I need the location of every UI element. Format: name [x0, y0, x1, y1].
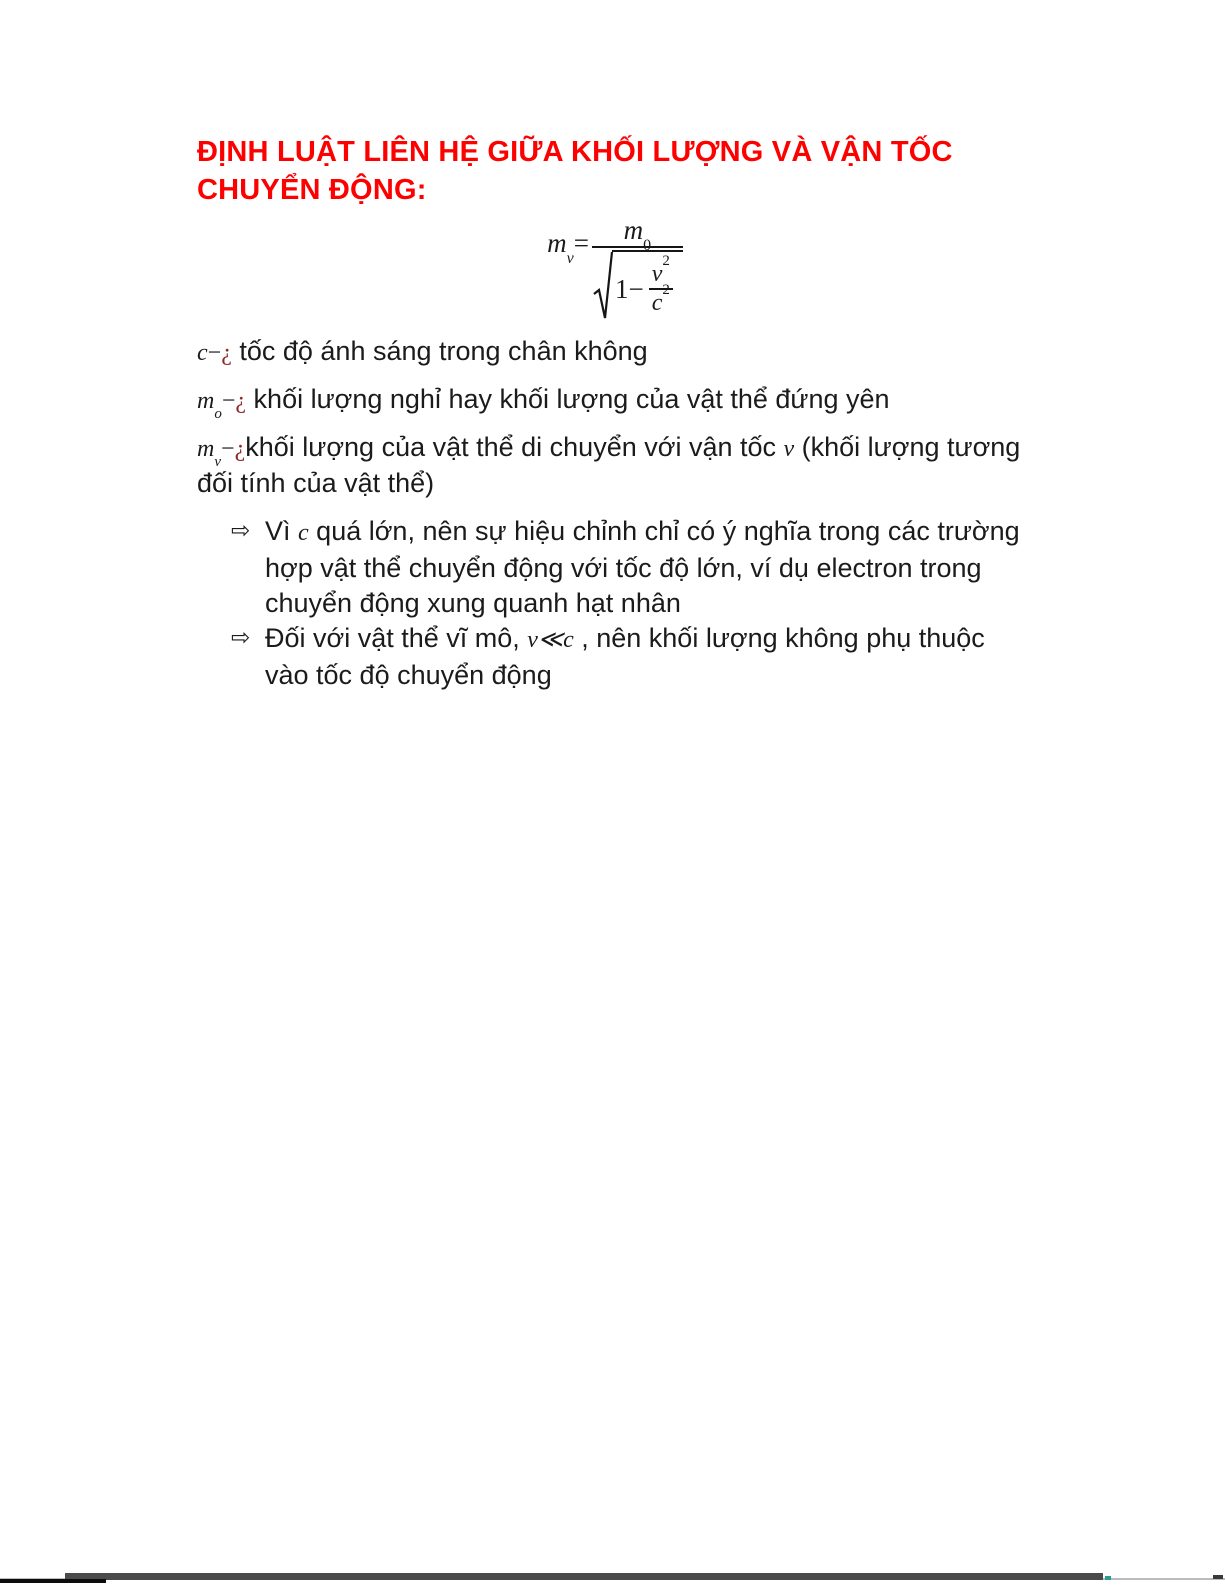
page-title: ĐỊNH LUẬT LIÊN HỆ GIỮA KHỐI LƯỢNG VÀ VẬN TỐC CHUYỂN ĐỘNG: [197, 136, 953, 206]
radical-sign-icon [592, 250, 614, 322]
formula-lhs-subscript: v [566, 250, 574, 268]
bullet-text-segment: Đối với vật thể vĩ mô, [265, 623, 528, 653]
inner-numerator-exponent: 2 [662, 252, 670, 269]
inline-math-c: c [298, 520, 309, 546]
definition-text: (khối lượng tương đối tính của vật thể) [197, 432, 1021, 498]
bullet-text-segment: , nên khối lượng không phụ thuộc vào tốc độ chuyển động [265, 623, 985, 690]
arrow-bullet-icon: ⇨ [231, 518, 251, 544]
minus-sign: − [221, 436, 235, 462]
symbol-m0 [197, 388, 222, 422]
symbol-mv-base: m [197, 436, 215, 462]
bullet-text [265, 514, 1033, 621]
inner-denominator-exponent: 2 [662, 281, 670, 298]
formula-block [197, 216, 1033, 322]
bullet-text-segment: Vì [265, 516, 299, 546]
definition-line-m0 [197, 382, 1033, 422]
bottom-edge-teal-dot [1105, 1576, 1111, 1580]
definition-text: khối lượng nghỉ hay khối lượng của vật thể đứng yên [246, 384, 890, 414]
symbol-mv [197, 436, 222, 470]
bottom-window-edge-bar [65, 1573, 1103, 1580]
document-content [197, 133, 1033, 693]
bullet-text [265, 621, 1033, 693]
symbol-c-base: c [197, 340, 208, 366]
formula-fraction [592, 216, 683, 322]
bullet-text-segment: quá lớn, nên sự hiệu chỉnh chỉ có ý nghĩa trong các trường hợp vật thể chuyển động với tốc độ lớn, ví dụ electron trong chuyển động xung quanh hạt nhân [265, 516, 1020, 618]
arrow-bullet-icon: ⇨ [231, 625, 251, 651]
equation-error-mark: ¿ [234, 436, 246, 462]
equals-sign: = [573, 228, 589, 258]
formula-lhs-symbol: m [547, 228, 567, 258]
definition-text: khối lượng của vật thể di chuyển với vận tốc [245, 432, 784, 462]
relativistic-mass-formula [547, 216, 683, 322]
definition-line-mv [197, 430, 1033, 500]
numerator-symbol: m [623, 215, 644, 245]
inner-fraction [649, 252, 673, 317]
list-item [197, 621, 1033, 693]
radicand-prefix: 1− [614, 273, 644, 304]
minus-sign: − [207, 340, 222, 366]
bottom-right-edge-tick [1213, 1575, 1223, 1579]
fraction-numerator [592, 215, 683, 255]
inline-math-v: v [783, 436, 795, 462]
equation-error-mark: ¿ [221, 340, 232, 366]
fraction-denominator [592, 250, 683, 322]
inner-denominator [649, 281, 673, 317]
symbol-c [197, 340, 208, 366]
symbol-m0-subscript: o [214, 405, 222, 422]
definition-text: tốc độ ánh sáng trong chân không [231, 336, 648, 366]
bottom-left-edge-segment [0, 1579, 106, 1583]
symbol-mv-subscript: v [214, 453, 222, 470]
radicand [612, 250, 683, 322]
minus-sign: − [221, 388, 236, 414]
list-item [197, 514, 1033, 621]
numerator-subscript: 0 [643, 237, 652, 255]
inner-numerator-symbol: v [651, 260, 663, 287]
definition-line-c [197, 334, 1033, 370]
bullet-list [197, 514, 1033, 693]
inner-denominator-symbol: c [651, 289, 663, 316]
formula-lhs [547, 228, 589, 268]
symbol-m0-base: m [197, 388, 215, 414]
inline-math-v-much-less-than-c: v≪c [527, 627, 574, 653]
equation-error-mark: ¿ [235, 388, 247, 414]
